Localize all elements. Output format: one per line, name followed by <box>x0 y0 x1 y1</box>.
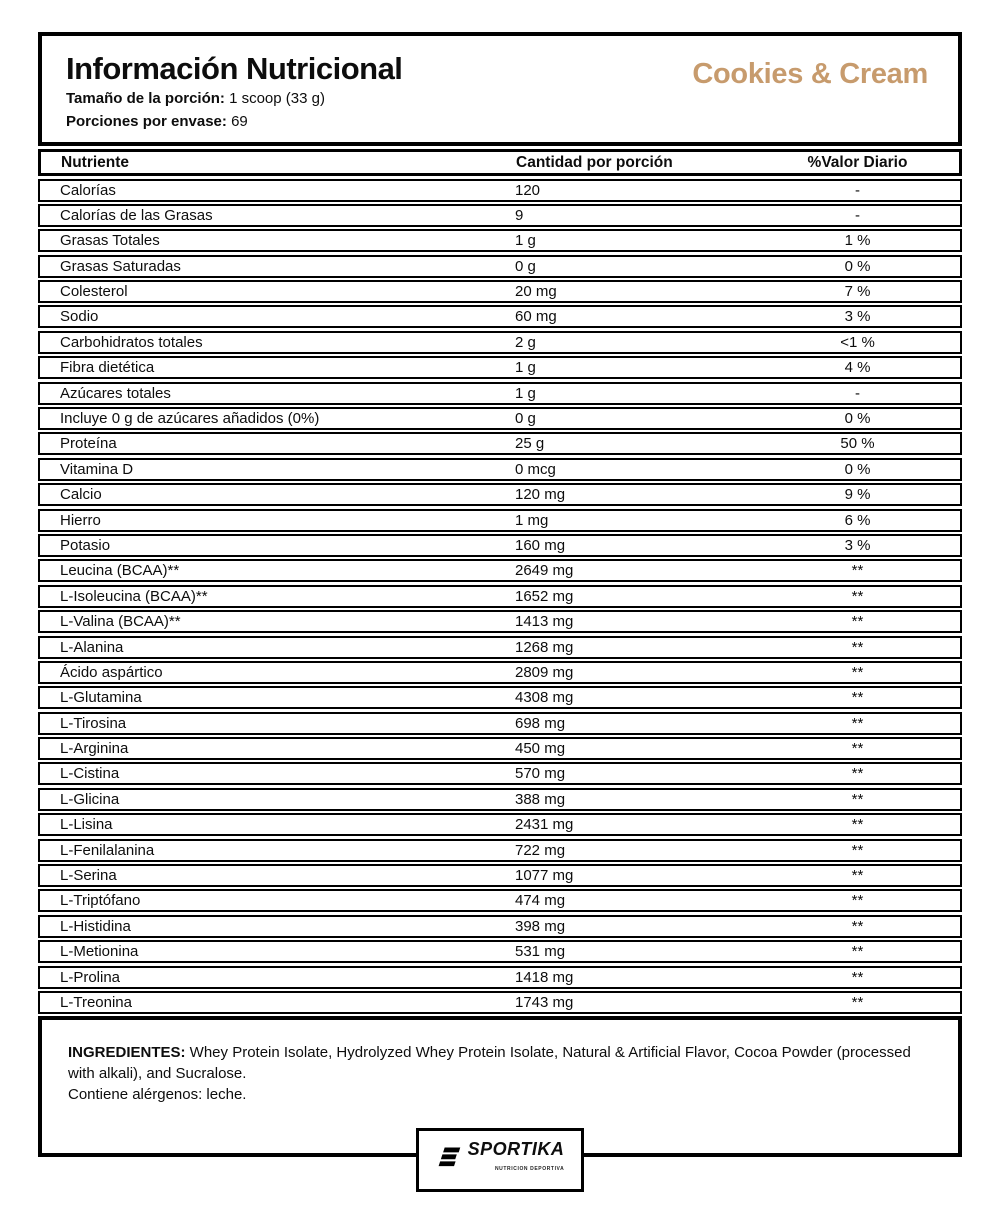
table-row <box>38 864 962 887</box>
nutrient-daily-value: 0 % <box>844 257 871 275</box>
nutrient-amount: 2809 mg <box>515 663 574 681</box>
ingredients-paragraph <box>68 1042 918 1084</box>
table-row <box>38 534 962 557</box>
nutrient-name: Proteína <box>60 435 117 453</box>
servings-per-container-value: 69 <box>231 113 248 130</box>
table-row <box>38 280 962 303</box>
servings-per-container-line <box>66 111 932 132</box>
nutrient-daily-value: ** <box>851 816 864 834</box>
label-header <box>38 32 962 146</box>
nutrient-name: L-Lisina <box>60 816 113 834</box>
nutrient-amount: 1652 mg <box>515 587 574 605</box>
nutrient-amount: 1743 mg <box>515 994 574 1011</box>
table-row <box>38 255 962 278</box>
nutrient-daily-value: 6 % <box>844 511 871 529</box>
nutrient-name: Leucina (BCAA)** <box>60 562 180 580</box>
table-row <box>38 839 962 862</box>
nutrient-daily-value: ** <box>851 943 864 961</box>
nutrient-name: Sodio <box>60 308 99 326</box>
column-header-amount: Cantidad por porción <box>516 153 673 171</box>
nutrient-name: Calcio <box>60 486 102 504</box>
nutrient-name: Calorías <box>60 181 116 199</box>
table-row <box>38 686 962 709</box>
nutrient-amount: 531 mg <box>515 943 566 961</box>
nutrient-daily-value: 9 % <box>844 486 871 504</box>
nutrient-amount: 2431 mg <box>515 816 574 834</box>
table-row <box>38 966 962 989</box>
nutrient-daily-value: 4 % <box>844 359 871 377</box>
nutrient-daily-value: ** <box>851 892 864 910</box>
table-row <box>38 407 962 430</box>
nutrient-name: Incluye 0 g de azúcares añadidos (0%) <box>60 410 320 428</box>
nutrient-daily-value: ** <box>851 841 864 859</box>
table-row <box>38 179 962 202</box>
nutrient-amount: 120 mg <box>515 486 566 504</box>
table-row <box>38 204 962 227</box>
nutrient-daily-value: 0 % <box>844 410 871 428</box>
nutrient-amount: 4308 mg <box>515 689 574 707</box>
nutrient-amount: 722 mg <box>515 841 566 859</box>
table-row <box>38 915 962 938</box>
nutrient-amount: 398 mg <box>515 917 566 935</box>
table-row <box>38 559 962 582</box>
table-row <box>38 331 962 354</box>
nutrient-amount: 1 g <box>515 384 536 402</box>
nutrient-amount: 450 mg <box>515 740 566 758</box>
table-row <box>38 483 962 506</box>
nutrient-daily-value: ** <box>851 994 864 1011</box>
nutrient-amount: 1413 mg <box>515 613 574 631</box>
table-row <box>38 356 962 379</box>
nutrient-amount: 0 mcg <box>515 460 556 478</box>
table-row <box>38 940 962 963</box>
nutrient-name: Fibra dietética <box>60 359 155 377</box>
nutrient-amount: 388 mg <box>515 790 566 808</box>
nutrient-name: L-Prolina <box>60 968 121 986</box>
nutrient-name: Hierro <box>60 511 101 529</box>
table-row <box>38 432 962 455</box>
nutrient-amount: 1 g <box>515 359 536 377</box>
nutrient-daily-value: ** <box>851 867 864 885</box>
column-header-daily-value: %Valor Diario <box>807 153 908 171</box>
nutrient-name: L-Isoleucina (BCAA)** <box>60 587 208 605</box>
serving-size-value: 1 scoop (33 g) <box>229 90 325 107</box>
nutrient-daily-value: ** <box>851 714 864 732</box>
table-row <box>38 889 962 912</box>
nutrient-name: L-Alanina <box>60 638 124 656</box>
nutrient-name: L-Cistina <box>60 765 120 783</box>
nutrient-daily-value: - <box>855 206 860 224</box>
nutrient-amount: 120 <box>515 181 541 199</box>
nutrient-daily-value: ** <box>851 765 864 783</box>
nutrient-daily-value: ** <box>851 917 864 935</box>
nutrient-name: Vitamina D <box>60 460 134 478</box>
nutrient-daily-value: 7 % <box>844 283 871 301</box>
nutrient-name: L-Histidina <box>60 917 131 935</box>
nutrient-name: Azúcares totales <box>60 384 171 402</box>
table-row <box>38 636 962 659</box>
nutrition-label <box>38 32 962 1173</box>
nutrient-amount: 570 mg <box>515 765 566 783</box>
table-row <box>38 585 962 608</box>
nutrient-amount: 60 mg <box>515 308 557 326</box>
nutrient-amount: 1418 mg <box>515 968 574 986</box>
table-row <box>38 610 962 633</box>
nutrient-daily-value: - <box>855 384 860 402</box>
brand-tagline: NUTRICION DEPORTIVA <box>494 1166 565 1173</box>
flavor-name: Cookies & Cream <box>692 58 928 90</box>
nutrient-daily-value: 0 % <box>844 460 871 478</box>
nutrient-amount: 9 <box>515 206 524 224</box>
nutrient-name: L-Arginina <box>60 740 129 758</box>
nutrient-daily-value: ** <box>851 587 864 605</box>
ingredients-label: INGREDIENTES: <box>68 1044 186 1062</box>
nutrient-daily-value: 50 % <box>840 435 875 453</box>
nutrient-amount: 474 mg <box>515 892 566 910</box>
nutrient-name: L-Triptófano <box>60 892 141 910</box>
table-row <box>38 382 962 405</box>
nutrient-daily-value: ** <box>851 613 864 631</box>
nutrient-daily-value: 3 % <box>844 536 871 554</box>
serving-size-line <box>66 88 932 109</box>
table-row <box>38 229 962 252</box>
nutrient-name: Grasas Totales <box>60 232 160 250</box>
nutrient-name: Calorías de las Grasas <box>60 206 213 224</box>
nutrient-amount: 20 mg <box>515 283 557 301</box>
nutrient-name: Carbohidratos totales <box>60 333 203 351</box>
allergens-text: Contiene alérgenos: leche. <box>68 1086 247 1104</box>
nutrient-name: L-Tirosina <box>60 714 127 732</box>
nutrient-rows <box>38 179 962 1015</box>
brand-text-block <box>468 1140 565 1180</box>
brand-logo <box>416 1128 584 1192</box>
table-row <box>38 991 962 1014</box>
nutrient-name: L-Glutamina <box>60 689 142 707</box>
nutrient-amount: 25 g <box>515 435 545 453</box>
nutrient-daily-value: 1 % <box>844 232 871 250</box>
nutrient-daily-value: 3 % <box>844 308 871 326</box>
table-row <box>38 762 962 785</box>
nutrient-amount: 1 mg <box>515 511 549 529</box>
table-header-row <box>38 149 962 176</box>
servings-per-container-label: Porciones por envase: <box>66 113 227 130</box>
nutrient-name: L-Serina <box>60 867 117 885</box>
page-title: Información Nutricional <box>66 51 403 86</box>
nutrient-daily-value: <1 % <box>840 333 875 351</box>
brand-name: SPORTIKA <box>467 1139 565 1160</box>
nutrient-name: L-Valina (BCAA)** <box>60 613 181 631</box>
ingredients-section <box>38 1016 962 1173</box>
table-row <box>38 305 962 328</box>
nutrient-amount: 0 g <box>515 257 536 275</box>
nutrient-amount: 698 mg <box>515 714 566 732</box>
nutrient-daily-value: ** <box>851 689 864 707</box>
nutrient-name: L-Metionina <box>60 943 139 961</box>
nutrient-name: Colesterol <box>60 283 128 301</box>
nutrient-daily-value: ** <box>851 790 864 808</box>
nutrient-name: L-Treonina <box>60 994 132 1011</box>
nutrient-daily-value: ** <box>851 968 864 986</box>
nutrient-name: Ácido aspártico <box>60 663 163 681</box>
table-row <box>38 661 962 684</box>
nutrient-name: Potasio <box>60 536 111 554</box>
nutrient-name: L-Fenilalanina <box>60 841 155 859</box>
nutrient-amount: 0 g <box>515 410 536 428</box>
table-row <box>38 712 962 735</box>
nutrient-daily-value: ** <box>851 638 864 656</box>
nutrient-amount: 2 g <box>515 333 536 351</box>
nutrient-daily-value: ** <box>851 663 864 681</box>
column-header-nutrient: Nutriente <box>61 153 130 171</box>
table-row <box>38 788 962 811</box>
nutrient-name: L-Glicina <box>60 790 120 808</box>
nutrient-daily-value: - <box>855 181 860 199</box>
table-row <box>38 813 962 836</box>
table-row <box>38 737 962 760</box>
nutrient-amount: 1268 mg <box>515 638 574 656</box>
nutrient-amount: 1077 mg <box>515 867 574 885</box>
nutrient-name: Grasas Saturadas <box>60 257 181 275</box>
ingredients-text: Whey Protein Isolate, Hydrolyzed Whey Protein Isolate, Natural & Artificial Flavor, Cocoa Powder (processed with alkali), and Sucralose. <box>68 1044 911 1083</box>
table-row <box>38 509 962 532</box>
table-row <box>38 458 962 481</box>
nutrient-amount: 160 mg <box>515 536 566 554</box>
nutrient-amount: 2649 mg <box>515 562 574 580</box>
sportika-emblem-icon <box>436 1145 462 1175</box>
serving-size-label: Tamaño de la porción: <box>66 90 225 107</box>
nutrient-amount: 1 g <box>515 232 536 250</box>
nutrient-daily-value: ** <box>851 740 864 758</box>
nutrient-daily-value: ** <box>851 562 864 580</box>
